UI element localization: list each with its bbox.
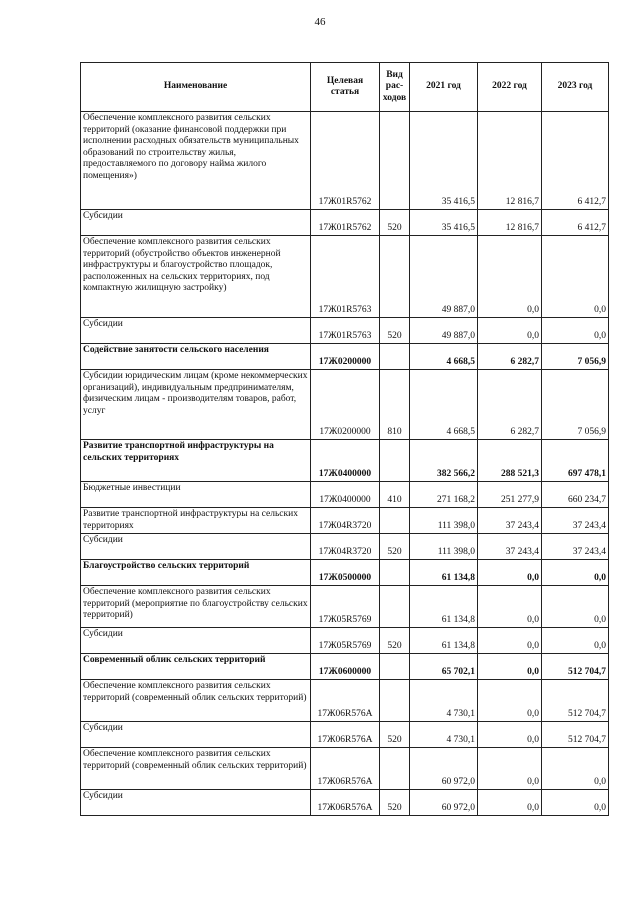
- table-row: [81, 318, 609, 344]
- row-name: Развитие транспортной инфраструктуры на сельских территориях: [81, 508, 311, 534]
- row-expense-type: 520: [380, 318, 410, 344]
- row-value-2023: 512 704,7: [542, 680, 609, 722]
- table-row: [81, 680, 609, 722]
- row-value-2023: 0,0: [542, 790, 609, 816]
- row-value-2021: 35 416,5: [410, 112, 478, 210]
- row-target-code: 17Ж06R576А: [311, 790, 380, 816]
- row-target-code: 17Ж06R576А: [311, 722, 380, 748]
- page-number: 46: [314, 16, 326, 28]
- row-value-2021: 60 972,0: [410, 748, 478, 790]
- row-value-2021: 111 398,0: [410, 534, 478, 560]
- table-row: [81, 748, 609, 790]
- row-target-code: 17Ж0200000: [311, 370, 380, 440]
- row-expense-type: [380, 236, 410, 318]
- header-name: Наименование: [81, 63, 311, 112]
- row-value-2022: 12 816,7: [478, 112, 542, 210]
- row-value-2021: 4 730,1: [410, 722, 478, 748]
- row-value-2022: 0,0: [478, 722, 542, 748]
- row-target-code: 17Ж01R5762: [311, 112, 380, 210]
- row-target-code: 17Ж01R5762: [311, 210, 380, 236]
- row-value-2021: 61 134,8: [410, 586, 478, 628]
- row-name: Развитие транспортной инфраструктуры на сельских территориях: [81, 440, 311, 482]
- row-expense-type: 520: [380, 722, 410, 748]
- row-expense-type: 410: [380, 482, 410, 508]
- row-name: Субсидии: [81, 534, 311, 560]
- table-row: [81, 722, 609, 748]
- row-expense-type: 520: [380, 210, 410, 236]
- row-value-2023: 0,0: [542, 586, 609, 628]
- row-expense-type: 520: [380, 534, 410, 560]
- row-value-2021: 61 134,8: [410, 560, 478, 586]
- row-value-2021: 65 702,1: [410, 654, 478, 680]
- row-expense-type: [380, 508, 410, 534]
- budget-table: [80, 62, 609, 816]
- row-name: Субсидии: [81, 318, 311, 344]
- header-code: Целевая статья: [311, 63, 380, 112]
- row-value-2023: 0,0: [542, 318, 609, 344]
- table-header-row: [81, 63, 609, 112]
- row-name: Субсидии юридическим лицам (кроме некоммерческих организаций), индивидуальным предпринимателям, физическим лицам - производителям товаров, работ, услуг: [81, 370, 311, 440]
- table-row: [81, 236, 609, 318]
- table-body: [81, 112, 609, 816]
- row-value-2022: 0,0: [478, 654, 542, 680]
- row-name: Обеспечение комплексного развития сельских территорий (современный облик сельских территорий): [81, 748, 311, 790]
- header-2023: 2023 год: [542, 63, 609, 112]
- row-value-2021: 4 730,1: [410, 680, 478, 722]
- row-value-2023: 0,0: [542, 560, 609, 586]
- row-value-2022: 0,0: [478, 318, 542, 344]
- row-value-2022: 37 243,4: [478, 534, 542, 560]
- row-name: Обеспечение комплексного развития сельских территорий (современный облик сельских территорий): [81, 680, 311, 722]
- row-value-2021: 49 887,0: [410, 318, 478, 344]
- row-value-2021: 49 887,0: [410, 236, 478, 318]
- row-value-2023: 512 704,7: [542, 654, 609, 680]
- row-value-2022: 6 282,7: [478, 344, 542, 370]
- row-value-2022: 6 282,7: [478, 370, 542, 440]
- row-name: Современный облик сельских территорий: [81, 654, 311, 680]
- row-value-2023: 7 056,9: [542, 370, 609, 440]
- row-value-2023: 37 243,4: [542, 534, 609, 560]
- row-target-code: 17Ж0200000: [311, 344, 380, 370]
- row-value-2022: 0,0: [478, 586, 542, 628]
- row-name: Обеспечение комплексного развития сельских территорий (оказание финансовой поддержки при исполнении расходных обязательств муниципальных образований по строительству жилья, предоставляемого по договору найма жилого помещения»): [81, 112, 311, 210]
- row-expense-type: [380, 112, 410, 210]
- row-value-2023: 7 056,9: [542, 344, 609, 370]
- table-row: [81, 586, 609, 628]
- table-row: [81, 482, 609, 508]
- row-target-code: 17Ж04R3720: [311, 534, 380, 560]
- table-row: [81, 370, 609, 440]
- header-2021: 2021 год: [410, 63, 478, 112]
- row-value-2021: 60 972,0: [410, 790, 478, 816]
- row-target-code: 17Ж05R5769: [311, 586, 380, 628]
- row-value-2023: 0,0: [542, 628, 609, 654]
- row-name: Благоустройство сельских территорий: [81, 560, 311, 586]
- table-row: [81, 534, 609, 560]
- row-target-code: 17Ж01R5763: [311, 318, 380, 344]
- row-expense-type: [380, 560, 410, 586]
- row-expense-type: 520: [380, 790, 410, 816]
- table-row: [81, 790, 609, 816]
- row-expense-type: [380, 440, 410, 482]
- row-name: Субсидии: [81, 722, 311, 748]
- row-value-2021: 4 668,5: [410, 370, 478, 440]
- table-row: [81, 508, 609, 534]
- row-target-code: 17Ж0600000: [311, 654, 380, 680]
- row-value-2022: 37 243,4: [478, 508, 542, 534]
- row-value-2021: 4 668,5: [410, 344, 478, 370]
- row-value-2023: 697 478,1: [542, 440, 609, 482]
- row-value-2023: 6 412,7: [542, 112, 609, 210]
- row-name: Обеспечение комплексного развития сельских территорий (обустройство объектов инженерной инфраструктуры и благоустройство площадок, расположенных на сельских территориях, под компактную жилищную застройку): [81, 236, 311, 318]
- row-target-code: 17Ж06R576А: [311, 748, 380, 790]
- row-expense-type: [380, 748, 410, 790]
- row-name: Содействие занятости сельского населения: [81, 344, 311, 370]
- row-value-2021: 271 168,2: [410, 482, 478, 508]
- row-value-2022: 288 521,3: [478, 440, 542, 482]
- row-target-code: 17Ж0400000: [311, 440, 380, 482]
- table-row: [81, 210, 609, 236]
- row-target-code: 17Ж04R3720: [311, 508, 380, 534]
- row-name: Обеспечение комплексного развития сельских территорий (мероприятие по благоустройству сельских территорий): [81, 586, 311, 628]
- row-value-2023: 6 412,7: [542, 210, 609, 236]
- row-value-2023: 512 704,7: [542, 722, 609, 748]
- row-target-code: 17Ж0500000: [311, 560, 380, 586]
- table-row: [81, 628, 609, 654]
- row-target-code: 17Ж05R5769: [311, 628, 380, 654]
- row-value-2022: 0,0: [478, 628, 542, 654]
- row-value-2021: 111 398,0: [410, 508, 478, 534]
- row-value-2021: 61 134,8: [410, 628, 478, 654]
- row-target-code: 17Ж01R5763: [311, 236, 380, 318]
- row-value-2022: 0,0: [478, 236, 542, 318]
- row-expense-type: [380, 344, 410, 370]
- row-value-2022: 0,0: [478, 680, 542, 722]
- header-type: Вид рас-ходов: [380, 63, 410, 112]
- row-value-2023: 0,0: [542, 748, 609, 790]
- header-2022: 2022 год: [478, 63, 542, 112]
- row-value-2021: 382 566,2: [410, 440, 478, 482]
- table-row: [81, 560, 609, 586]
- row-target-code: 17Ж06R576А: [311, 680, 380, 722]
- row-value-2023: 0,0: [542, 236, 609, 318]
- row-value-2022: 0,0: [478, 560, 542, 586]
- row-name: Субсидии: [81, 790, 311, 816]
- row-value-2022: 0,0: [478, 748, 542, 790]
- row-target-code: 17Ж0400000: [311, 482, 380, 508]
- row-expense-type: 810: [380, 370, 410, 440]
- row-value-2022: 12 816,7: [478, 210, 542, 236]
- row-expense-type: [380, 680, 410, 722]
- row-value-2022: 251 277,9: [478, 482, 542, 508]
- table-row: [81, 112, 609, 210]
- row-value-2022: 0,0: [478, 790, 542, 816]
- row-name: Субсидии: [81, 628, 311, 654]
- row-name: Бюджетные инвестиции: [81, 482, 311, 508]
- row-name: Субсидии: [81, 210, 311, 236]
- table-row: [81, 440, 609, 482]
- table-row: [81, 654, 609, 680]
- row-value-2021: 35 416,5: [410, 210, 478, 236]
- row-expense-type: [380, 654, 410, 680]
- table-row: [81, 344, 609, 370]
- row-expense-type: 520: [380, 628, 410, 654]
- row-value-2023: 37 243,4: [542, 508, 609, 534]
- row-expense-type: [380, 586, 410, 628]
- row-value-2023: 660 234,7: [542, 482, 609, 508]
